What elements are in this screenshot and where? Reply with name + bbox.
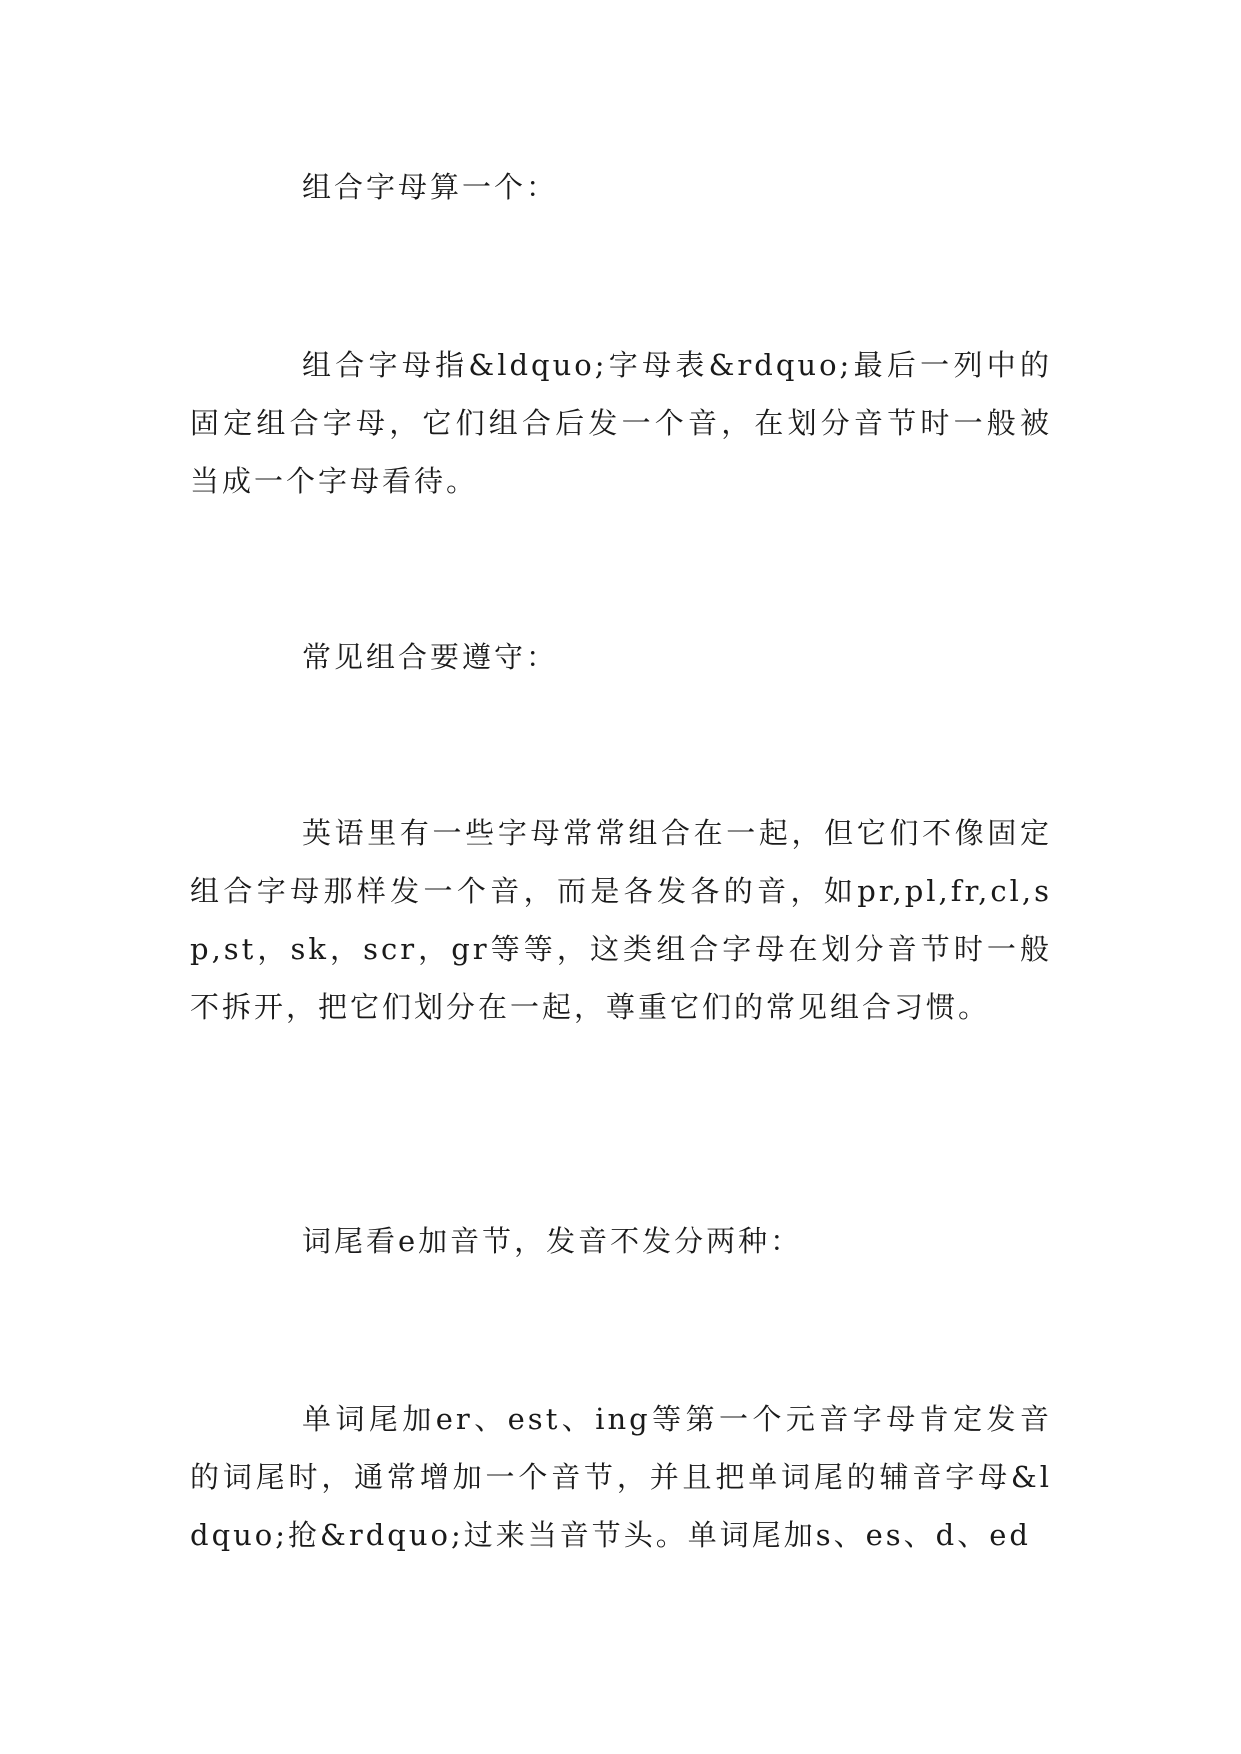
- heading-combined-letters: 组合字母算一个：: [302, 170, 559, 204]
- heading-common-combinations: 常见组合要遵守：: [302, 640, 559, 674]
- paragraph-common-combinations: 英语里有一些字母常常组合在一起，但它们不像固定组合字母那样发一个音，而是各发各的音，如pr,pl,fr,cl,sp,st，sk，scr，gr等等，这类组合字母在划分音节时一般不拆开，把它们划分在一起，尊重它们的常见组合习惯。: [190, 816, 1052, 1024]
- paragraph-word-ending: 单词尾加er、est、ing等第一个元音字母肯定发音的词尾时，通常增加一个音节，并且把单词尾的辅音字母&ldquo;抢&rdquo;过来当音节头。单词尾加s、es、d、ed: [190, 1402, 1052, 1552]
- paragraph-combined-letters: 组合字母指&ldquo;字母表&rdquo;最后一列中的固定组合字母，它们组合后发一个音，在划分音节时一般被当成一个字母看待。: [190, 348, 1052, 498]
- heading-word-ending-e: 词尾看e加音节，发音不发分两种：: [302, 1224, 803, 1258]
